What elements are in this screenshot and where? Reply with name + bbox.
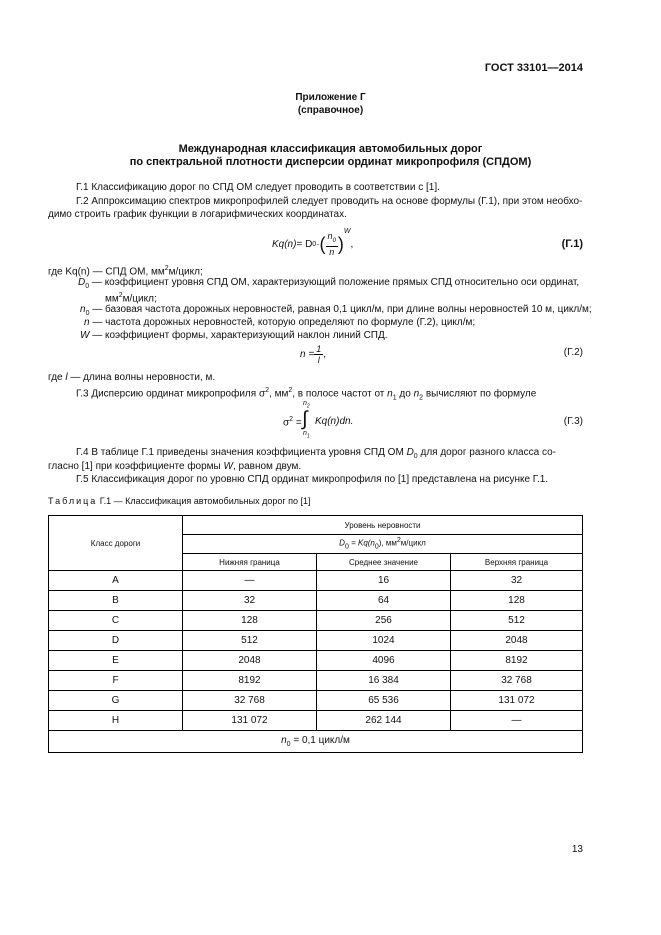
table-cell: — xyxy=(451,711,583,731)
table-cell: 256 xyxy=(317,611,451,631)
section-heading-line1: Международная классификация автомобильных дорог xyxy=(178,143,483,155)
formula-g1-number: (Г.1) xyxy=(561,238,583,250)
table-cell: B xyxy=(49,591,183,611)
paragraph-g5: Г.5 Классификация дорог по уровню СПД ординат микропрофиля по [1] представлена на рисунке Г.1. xyxy=(76,474,549,485)
table-cell: 65 536 xyxy=(317,691,451,711)
table-cell: 8192 xyxy=(451,651,583,671)
table-row xyxy=(49,591,583,611)
table-row xyxy=(49,691,583,711)
where1-d0-units: $мм^2м$/цикл; xyxy=(105,292,157,305)
table-cell: F xyxy=(49,671,183,691)
table-cell: H xyxy=(49,711,183,731)
table-row xyxy=(49,611,583,631)
table-cell: A xyxy=(49,571,183,591)
table-cell: 128 xyxy=(183,611,317,631)
table-row xyxy=(49,571,583,591)
table-cell: 32 xyxy=(183,591,317,611)
formula-g3: $\sigma^2$ = $n_2$ ∫ $n_1$ Kq(n)dn. xyxy=(283,400,354,440)
table-cell: 64 xyxy=(317,591,451,611)
table-cell: D xyxy=(49,631,183,651)
header-high: Верхняя граница xyxy=(451,554,583,571)
formula-g2-number: (Г.2) xyxy=(563,347,583,358)
where1-n: n — частота дорожных неровностей, которую определяют по формуле (Г.2), цикл/м; xyxy=(84,317,476,328)
where1-d0: $D_0$ — коэффициент уровня СПД ОМ, характеризующий положение прямых СПД относительно оси ординат, xyxy=(78,277,580,290)
formula-g1-fraction: $\frac{n_0}{n}$ xyxy=(327,231,336,257)
table-row xyxy=(49,711,583,731)
table-cell: 512 xyxy=(183,631,317,651)
table-row xyxy=(49,631,583,651)
table-cell: 8192 xyxy=(183,671,317,691)
table-cell: 131 072 xyxy=(183,711,317,731)
document-id: ГОСТ 33101—2014 xyxy=(484,62,583,74)
header-low: Нижняя граница xyxy=(183,554,317,571)
paragraph-g1: Г.1 Классификацию дорог по СПД ОМ следует проводить в соответствии с [1]. xyxy=(76,182,440,193)
paragraph-g2-line2: димо строить график функции в логарифмических координатах. xyxy=(48,209,347,220)
header-mid: Среднее значение xyxy=(317,554,451,571)
paragraph-g3: Г.3 Дисперсию ординат микропрофиля $\sigma^2$, $мм^2$, в полосе частот от $n_1$ до $n_2$ вычисляют по формуле xyxy=(76,387,537,402)
paragraph-g2-line1: Г.2 Аппроксимацию спектров микропрофилей следует проводить на основе формулы (Г.1), при этом необхо- xyxy=(76,196,583,207)
table-cell: 32 768 xyxy=(451,671,583,691)
table-cell: 32 xyxy=(451,571,583,591)
header-class: Класс дороги xyxy=(49,516,183,571)
table-row xyxy=(49,671,583,691)
formula-g1-tail: , xyxy=(350,238,354,250)
appendix-subtitle: (справочное) xyxy=(297,105,364,116)
paragraph-g4-line1: Г.4 В таблице Г.1 приведены значения коэффициента уровня СПД ОМ $D_0$ для дорог разного класса со- xyxy=(76,447,556,460)
header-level: Уровень неровности xyxy=(183,516,583,535)
table-cell: 128 xyxy=(451,591,583,611)
formula-g1: Kq(n) = D 0 · ( $\frac{n_0}{n}$ ) $^W$ , xyxy=(272,228,354,257)
page-number: 13 xyxy=(571,844,583,855)
table-cell: 2048 xyxy=(451,631,583,651)
table-caption: Таблица Г.1 — Классификация автомобильных дорог по [1] xyxy=(48,496,311,506)
table-cell: 131 072 xyxy=(451,691,583,711)
formula-g1-sub: 0 xyxy=(312,240,317,248)
formula-g2: n = $\frac{1}{l}$ , xyxy=(300,343,326,365)
formula-g1-eq: = D xyxy=(296,238,313,250)
where1-w: W — коэффициент формы, характеризующий наклон линий СПД. xyxy=(80,330,388,341)
table-cell: — xyxy=(183,571,317,591)
table-footer: $n_0 = 0,1$ цикл/м xyxy=(49,731,583,753)
table-cell: 2048 xyxy=(183,651,317,671)
where1-n0: $n_0$ — базовая частота дорожных неровностей, равная 0,1 цикл/м, при длине волны неровностей 10 м, цикл/м; xyxy=(80,304,592,317)
formula-g3-number: (Г.3) xyxy=(563,416,583,427)
table-cell: 512 xyxy=(451,611,583,631)
where2: где l — длина волны неровности, м. xyxy=(48,372,216,383)
formula-g1-lhs: Kq(n) xyxy=(272,238,297,250)
formula-g2-fraction: $\frac{1}{l}$ xyxy=(316,343,322,365)
table-cell: 16 xyxy=(317,571,451,591)
table-cell: 262 144 xyxy=(317,711,451,731)
table-cell: C xyxy=(49,611,183,631)
appendix-title: Приложение Г xyxy=(295,92,366,103)
table-cell: 32 768 xyxy=(183,691,317,711)
section-heading-line2: по спектральной плотности дисперсии ординат микропрофиля (СПДОМ) xyxy=(129,156,532,168)
paragraph-g4-line2: гласно [1] при коэффициенте формы W, равном двум. xyxy=(48,461,302,472)
table-cell: 16 384 xyxy=(317,671,451,691)
header-units: $D_0 = Kq(n_0)$, $мм^2м$/цикл xyxy=(183,535,583,554)
table-row xyxy=(49,651,583,671)
table-cell: 4096 xyxy=(317,651,451,671)
table-cell: G xyxy=(49,691,183,711)
formula-g1-power: W xyxy=(343,228,351,235)
table-cell: 1024 xyxy=(317,631,451,651)
formula-g1-dot: · xyxy=(316,238,320,250)
table-cell: E xyxy=(49,651,183,671)
road-class-table xyxy=(48,515,583,753)
where1-intro: где Kq(n) — СПД ОМ, $мм^2м$/цикл; xyxy=(48,265,203,278)
integral-sign: ∫ xyxy=(302,408,308,430)
